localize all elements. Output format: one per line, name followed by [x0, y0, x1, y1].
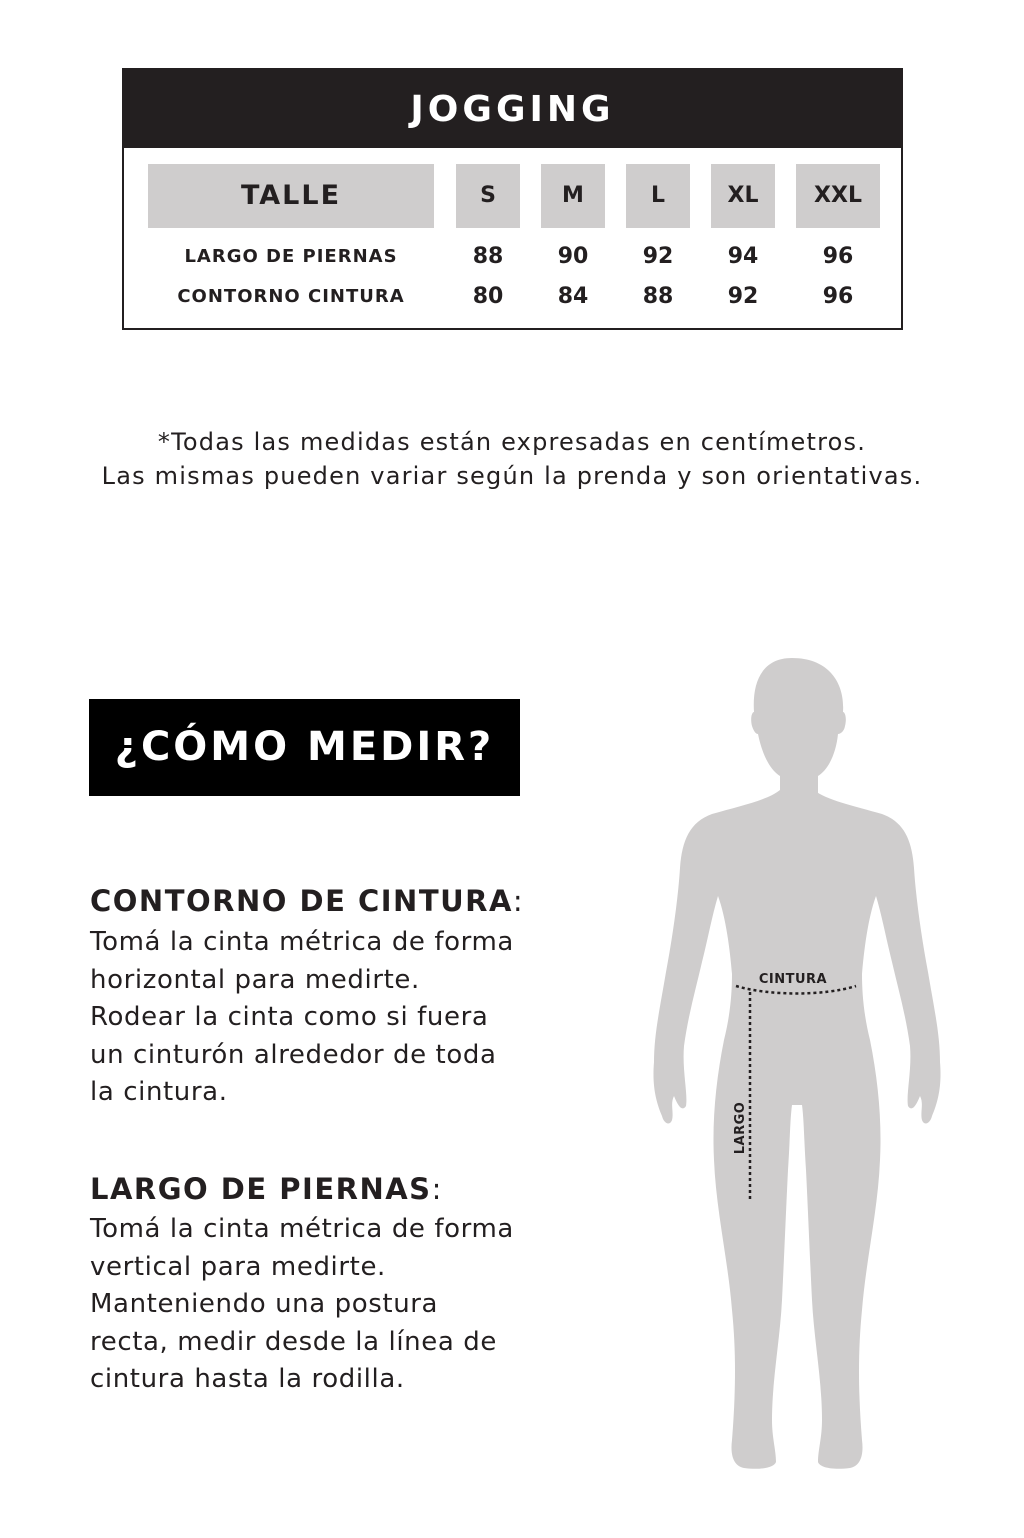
table-cell: 94	[727, 244, 759, 269]
leg-heading-colon: :	[431, 1172, 443, 1206]
waist-label: CINTURA	[758, 972, 828, 987]
size-table	[122, 68, 903, 330]
size-header-l: L	[626, 164, 690, 228]
instruction-line: recta, medir desde la línea de	[90, 1326, 497, 1357]
instruction-line: Manteniendo una postura	[90, 1289, 439, 1320]
instruction-line: un cinturón alrededor de toda	[90, 1039, 497, 1070]
table-cell: 88	[642, 284, 674, 309]
instruction-line: Tomá la cinta métrica de forma	[90, 927, 514, 957]
leg-length-heading	[90, 1172, 443, 1206]
table-cell: 80	[472, 284, 504, 309]
instruction-line: Rodear la cinta como si fuera	[90, 1002, 489, 1033]
body-silhouette	[653, 658, 940, 1469]
instruction-line: vertical para medirte.	[90, 1251, 386, 1282]
size-header-xxl: XXL	[796, 164, 880, 228]
instruction-line: la cintura.	[90, 1077, 228, 1108]
table-title: JOGGING	[124, 70, 901, 148]
leg-length-label: LARGO	[733, 1101, 748, 1155]
measurement-note-line-2: Las mismas pueden variar según la prenda y son orientativas.	[101, 462, 923, 490]
instruction-line: horizontal para medirte.	[90, 964, 420, 995]
talle-header: TALLE	[148, 164, 434, 228]
instruction-line: cintura hasta la rodilla.	[90, 1364, 405, 1395]
size-header-s: S	[456, 164, 520, 228]
waist-heading	[90, 884, 524, 918]
waist-heading-colon: :	[512, 884, 525, 918]
size-header-xl: XL	[711, 164, 775, 228]
table-cell: 92	[727, 284, 759, 309]
how-to-measure-title: ¿CÓMO MEDIR?	[89, 699, 520, 796]
table-cell: 92	[642, 244, 674, 269]
leg-heading-text: LARGO DE PIERNAS	[90, 1172, 432, 1206]
body-silhouette-figure	[640, 650, 950, 1480]
waist-heading-text: CONTORNO DE CINTURA	[90, 884, 513, 918]
table-cell: 96	[822, 284, 854, 309]
measurement-note-line-1: *Todas las medidas están expresadas en centímetros.	[157, 428, 867, 456]
leg-length-instructions	[90, 1211, 560, 1399]
row-label-waist: CONTORNO CINTURA	[177, 286, 405, 307]
table-cell: 90	[557, 244, 589, 269]
size-header-m: M	[541, 164, 605, 228]
row-label-leg-length: LARGO DE PIERNAS	[184, 246, 398, 267]
table-cell: 96	[822, 244, 854, 269]
table-cell: 88	[472, 244, 504, 269]
table-cell: 84	[557, 284, 589, 309]
instruction-line: Tomá la cinta métrica de forma	[90, 1214, 514, 1244]
waist-instructions	[90, 924, 560, 1112]
